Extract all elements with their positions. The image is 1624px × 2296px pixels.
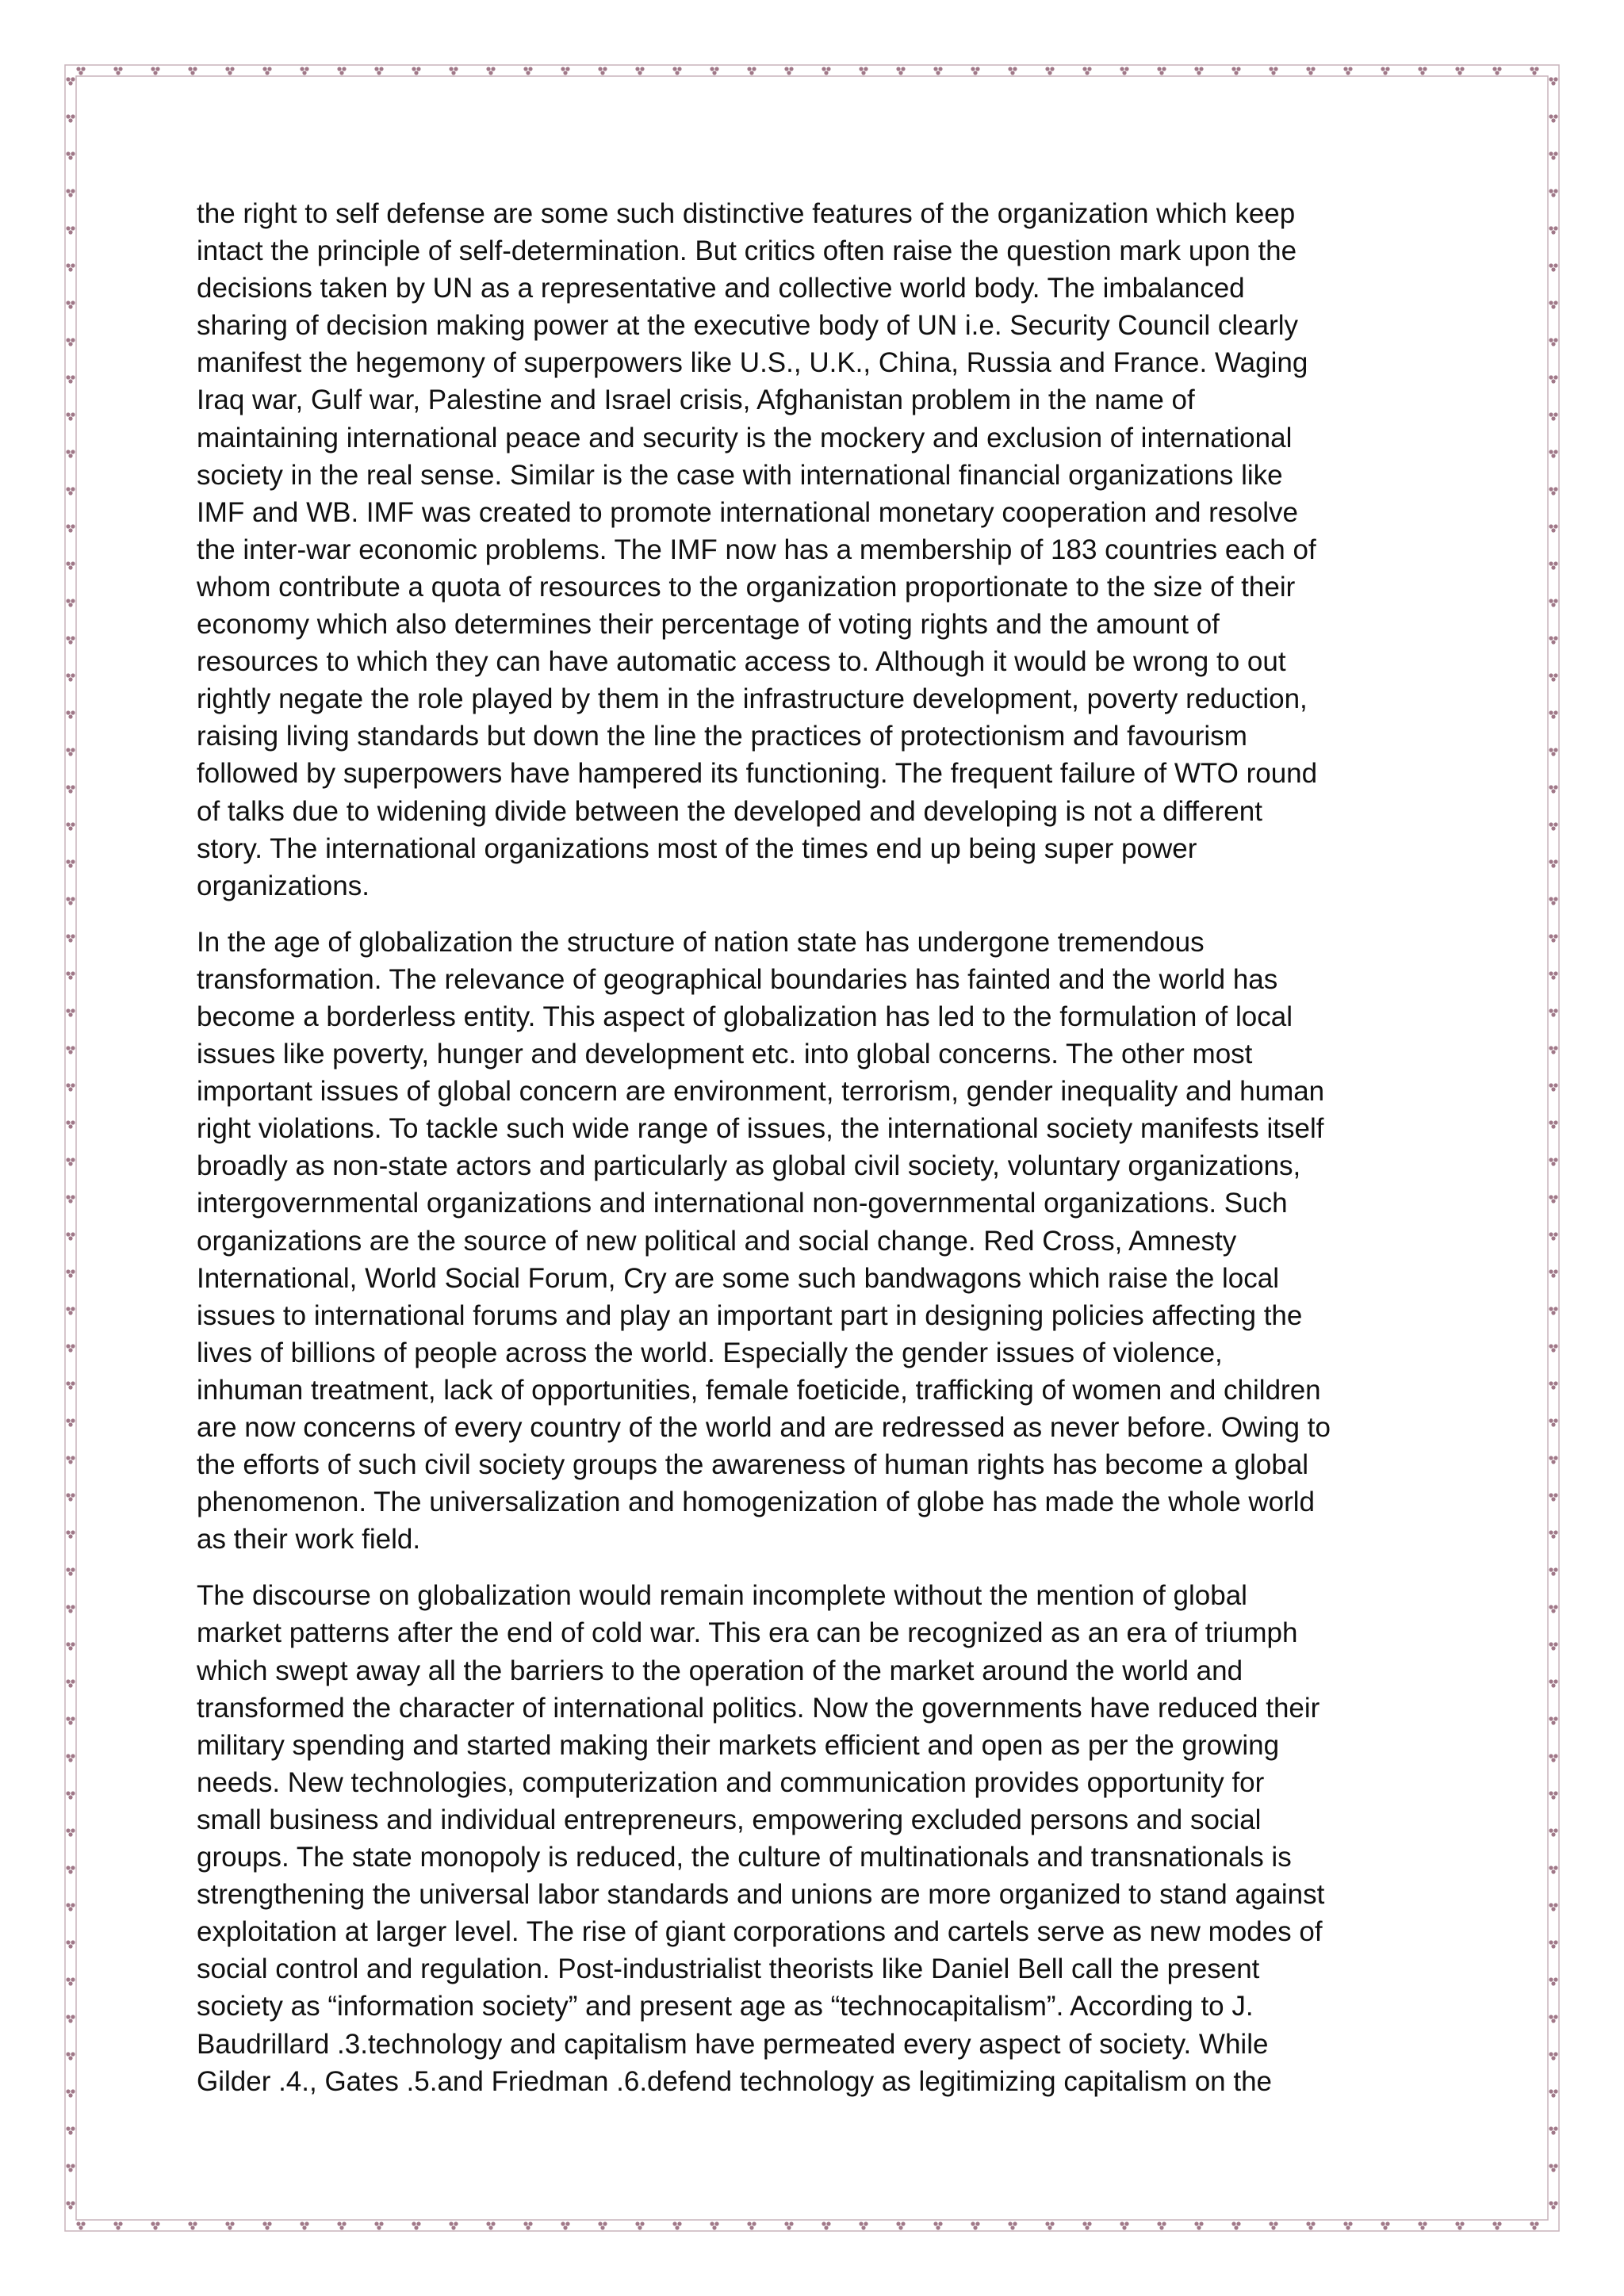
border-ornament (971, 67, 979, 75)
border-ornament (374, 67, 383, 75)
border-ornament (896, 67, 905, 75)
border-ornament (1549, 859, 1557, 867)
border-ornament (1120, 67, 1128, 75)
border-ornament (1045, 67, 1054, 75)
border-ornament (1549, 450, 1557, 457)
border-ornament (188, 2221, 197, 2229)
border-ornament (1549, 2126, 1557, 2134)
border-ornament (1549, 971, 1557, 979)
border-ornament (523, 67, 532, 75)
border-ornament (1549, 412, 1557, 420)
border-ornament (66, 487, 75, 495)
border-ornament (561, 67, 569, 75)
border-ornament (784, 2221, 793, 2229)
border-ornament (449, 2221, 458, 2229)
border-ornament (1549, 1866, 1557, 1873)
border-ornament (1549, 1530, 1557, 1538)
border-ornament (262, 67, 271, 75)
border-ornament (523, 2221, 532, 2229)
border-ornament (971, 2221, 979, 2229)
border-ornament (1306, 67, 1315, 75)
border-ornament (66, 1232, 75, 1240)
border-ornament (1549, 2052, 1557, 2060)
border-ornament (1549, 1716, 1557, 1724)
border-ornament (1381, 2221, 1389, 2229)
border-ornament (1549, 524, 1557, 532)
border-ornament (1157, 2221, 1166, 2229)
border-ornament (66, 1679, 75, 1687)
border-ornament (747, 67, 756, 75)
border-ornament (1194, 67, 1203, 75)
border-ornament (1549, 1307, 1557, 1314)
border-ornament (412, 2221, 420, 2229)
border-ornament (66, 1158, 75, 1165)
border-ornament (561, 2221, 569, 2229)
border-ornament (1549, 1418, 1557, 1426)
border-ornament (1455, 2221, 1464, 2229)
border-ornament (1269, 67, 1277, 75)
border-ornament (66, 338, 75, 346)
border-ornament (1549, 897, 1557, 905)
border-ornament (1008, 67, 1017, 75)
border-ornament (1549, 1903, 1557, 1911)
border-ornament (1306, 2221, 1315, 2229)
border-ornament (66, 673, 75, 681)
border-ornament (784, 67, 793, 75)
border-ornament (449, 67, 458, 75)
border-ornament (1549, 1977, 1557, 1985)
border-ornament (1549, 561, 1557, 569)
border-ornament (1549, 2201, 1557, 2209)
border-ornament (66, 1307, 75, 1314)
paragraph-2: In the age of globalization the structure of nation state has undergone tremendous transformation. The relevance of geographical boundaries has fainted and the world has become a borderless entity. This aspect of globalization has led to the formulation of local issues like poverty, hunger and development etc. into global concerns. The other most important issues of global concern are environment, terrorism, gender inequality and human right violations. To tackle such wide range of issues, the international society manifests itself broadly as non-state actors and particularly as global civil society, voluntary organizations, intergovernmental organizations and international non-governmental organizations. Such organizations are the source of new political and social change. Red Cross, Amnesty International, World Social Forum, Cry are some such bandwagons which raise the local issues to international forums and play an important part in designing policies affecting the lives of billions of people across the world. Especially the gender issues of violence, inhuman treatment, lack of opportunities, female foeticide, trafficking of women and children are now concerns of every country of the world and are redressed as never before. Owing to the efforts of such civil society groups the awareness of human rights has become a global phenomenon. The universalization and homogenization of globe has made the whole world as their work field. (197, 926, 1331, 1556)
border-ornament (66, 561, 75, 569)
border-ornament (933, 67, 942, 75)
border-ornament (1549, 785, 1557, 793)
border-ornament (66, 748, 75, 756)
border-ornament (1549, 1344, 1557, 1352)
border-ornament (66, 1716, 75, 1724)
border-ornament (1549, 1232, 1557, 1240)
border-ornament (66, 971, 75, 979)
border-ornament (1549, 189, 1557, 197)
border-ornament (1549, 226, 1557, 234)
border-ornament (1549, 710, 1557, 718)
border-ornament (66, 1754, 75, 1762)
border-ornament (859, 2221, 868, 2229)
border-ornament (66, 300, 75, 308)
border-ornament (151, 67, 159, 75)
border-ornament (300, 2221, 308, 2229)
border-ornament (66, 822, 75, 830)
border-ornament (66, 599, 75, 607)
paragraph-1: the right to self defense are some such distinctive features of the organization which keep intact the principle of self-determination. But critics often raise the question mark upon the decisions taken by UN as a representative and collective world body. The imbalanced sharing of decision making power at the executive body of UN i.e. Security Council clearly manifest the hegemony of superpowers like U.S., U.K., China, Russia and France. Waging Iraq war, Gulf war, Palestine and Israel crisis, Afghanistan problem in the name of maintaining international peace and security is the mockery and exclusion of international society in the real sense. Similar is the case with international financial organizations like IMF and WB. IMF was created to promote international monetary cooperation and resolve the inter-war economic problems. The IMF now has a membership of 183 countries each of whom contribute a quota of resources to the organization proportionate to the size of their economy which also determines their percentage of voting rights and the amount of resources to which they can have automatic access to. Although it would be wrong to out rightly negate the role played by them in the infrastructure development, poverty reduction, raising living standards but down the line the practices of protectionism and favourism followed by superpowers have hampered its functioning. The frequent failure of WTO round of talks due to widening divide between the developed and developing is not a different story. The international organizations most of the times end up being super power organizations. (197, 198, 1318, 901)
border-ornament (1549, 375, 1557, 383)
border-ornament (262, 2221, 271, 2229)
border-ornament (1549, 1940, 1557, 1948)
border-ornament (66, 2015, 75, 2022)
border-ornament (66, 2089, 75, 2097)
border-ornament (66, 189, 75, 197)
border-ornament (1082, 67, 1091, 75)
border-ornament (66, 1008, 75, 1016)
border-ornament (598, 2221, 607, 2229)
border-ornament (1549, 2089, 1557, 2097)
border-ornament (225, 2221, 234, 2229)
border-ornament (66, 2164, 75, 2172)
border-ornament (933, 2221, 942, 2229)
border-ornament (66, 636, 75, 644)
border-ornament (1231, 67, 1240, 75)
border-ornament (1455, 67, 1464, 75)
border-ornament (337, 2221, 346, 2229)
border-ornament (1008, 2221, 1017, 2229)
border-ornament (1157, 67, 1166, 75)
border-ornament (486, 2221, 495, 2229)
border-ornament (1549, 1269, 1557, 1277)
border-ornament (1120, 2221, 1128, 2229)
border-ornament (896, 2221, 905, 2229)
border-ornament (1549, 1493, 1557, 1501)
border-ornament (1492, 2221, 1501, 2229)
border-ornament (1231, 2221, 1240, 2229)
border-ornament (151, 2221, 159, 2229)
border-ornament (76, 67, 85, 75)
border-ornament (1549, 1381, 1557, 1389)
border-ornament (66, 2126, 75, 2134)
border-ornament (113, 2221, 122, 2229)
border-ornament (1343, 2221, 1352, 2229)
border-ornament (1194, 2221, 1203, 2229)
border-ornament (66, 1940, 75, 1948)
border-ornament (1549, 636, 1557, 644)
border-ornament (710, 67, 718, 75)
border-ornament (66, 1605, 75, 1613)
border-ornament (66, 114, 75, 122)
border-ornament (66, 1866, 75, 1873)
border-ornament (1492, 67, 1501, 75)
border-ornament (412, 67, 420, 75)
border-ornament (66, 2052, 75, 2060)
border-ornament (66, 1269, 75, 1277)
border-ornament (66, 1903, 75, 1911)
border-ornament (66, 710, 75, 718)
border-ornament (1549, 1754, 1557, 1762)
border-ornament (1549, 1679, 1557, 1687)
border-ornament (1045, 2221, 1054, 2229)
border-ornament (635, 2221, 644, 2229)
border-ornament (1549, 114, 1557, 122)
border-ornament (66, 1120, 75, 1128)
border-ornament (66, 151, 75, 159)
border-ornament (66, 1493, 75, 1501)
border-ornament (66, 1530, 75, 1538)
border-ornament (66, 1418, 75, 1426)
border-ornament (598, 67, 607, 75)
border-ornament (672, 67, 681, 75)
border-ornament (1549, 1195, 1557, 1203)
border-ornament (300, 67, 308, 75)
border-ornament (486, 67, 495, 75)
border-ornament (66, 1977, 75, 1985)
border-ornament (66, 1046, 75, 1054)
border-ornament (1549, 1567, 1557, 1575)
border-ornament (66, 1642, 75, 1650)
border-ornament (1549, 1158, 1557, 1165)
border-ornament (66, 412, 75, 420)
border-ornament (66, 375, 75, 383)
border-ornament (1381, 67, 1389, 75)
border-ornament (1082, 2221, 1091, 2229)
border-ornament (66, 1195, 75, 1203)
border-ornament (1549, 1456, 1557, 1464)
border-ornament (1269, 2221, 1277, 2229)
border-ornament (188, 67, 197, 75)
border-ornament (1549, 338, 1557, 346)
border-ornament (1549, 487, 1557, 495)
border-ornament (225, 67, 234, 75)
border-ornament (1418, 2221, 1427, 2229)
border-ornament (747, 2221, 756, 2229)
border-ornament (66, 1344, 75, 1352)
border-ornament (635, 67, 644, 75)
border-ornament (672, 2221, 681, 2229)
border-ornament (66, 77, 75, 85)
border-ornament (66, 785, 75, 793)
border-ornament (1549, 599, 1557, 607)
border-ornament (66, 1456, 75, 1464)
border-ornament (374, 2221, 383, 2229)
border-ornament (1549, 1642, 1557, 1650)
border-ornament (76, 2221, 85, 2229)
border-ornament (66, 1567, 75, 1575)
border-ornament (859, 67, 868, 75)
border-ornament (66, 897, 75, 905)
border-ornament (66, 1828, 75, 1836)
border-ornament (1549, 1120, 1557, 1128)
border-ornament (66, 1381, 75, 1389)
border-ornament (1549, 748, 1557, 756)
border-ornament (1549, 77, 1557, 85)
border-ornament (66, 450, 75, 457)
border-ornament (66, 524, 75, 532)
border-ornament (337, 67, 346, 75)
border-ornament (1530, 67, 1538, 75)
border-ornament (66, 2201, 75, 2209)
border-ornament (1549, 1046, 1557, 1054)
document-body (197, 195, 1434, 2119)
border-ornament (1549, 934, 1557, 942)
border-ornament (66, 1791, 75, 1799)
border-ornament (66, 859, 75, 867)
border-ornament (66, 263, 75, 271)
border-ornament (66, 226, 75, 234)
border-ornament (1549, 263, 1557, 271)
border-ornament (1343, 67, 1352, 75)
border-ornament (822, 2221, 830, 2229)
border-ornament (1549, 1008, 1557, 1016)
border-ornament (1549, 1791, 1557, 1799)
border-ornament (1549, 673, 1557, 681)
border-ornament (1549, 2015, 1557, 2022)
border-ornament (113, 67, 122, 75)
paragraph-3: The discourse on globalization would remain incomplete without the mention of global market patterns after the end of cold war. This era can be recognized as an era of triumph which swept away all the barriers to the operation of the market around the world and transformed the character of international politics. Now the governments have reduced their military spending and started making their markets efficient and open as per the growing needs. New technologies, computerization and communication provides opportunity for small business and individual entrepreneurs, empowering excluded persons and social groups. The state monopoly is reduced, the culture of multinationals and transnationals is strengthening the universal labor standards and unions are more organized to stand against exploitation at larger level. The rise of giant corporations and cartels serve as new modes of social control and regulation. Post-industrialist theorists like Daniel Bell call the present society as “information society” and present age as “technocapitalism”. According to J. Baudrillard .3.technology and capitalism have permeated every aspect of society. While Gilder .4., Gates .5.and Friedman .6.defend technology as legitimizing capitalism on the (197, 1580, 1325, 2097)
border-ornament (1418, 67, 1427, 75)
border-ornament (1549, 1605, 1557, 1613)
border-ornament (710, 2221, 718, 2229)
border-ornament (66, 934, 75, 942)
border-ornament (1549, 151, 1557, 159)
border-ornament (1549, 2164, 1557, 2172)
border-ornament (1549, 822, 1557, 830)
border-ornament (66, 1083, 75, 1091)
border-ornament (1549, 1828, 1557, 1836)
border-ornament (822, 67, 830, 75)
border-ornament (1549, 300, 1557, 308)
border-ornament (1530, 2221, 1538, 2229)
border-ornament (1549, 1083, 1557, 1091)
